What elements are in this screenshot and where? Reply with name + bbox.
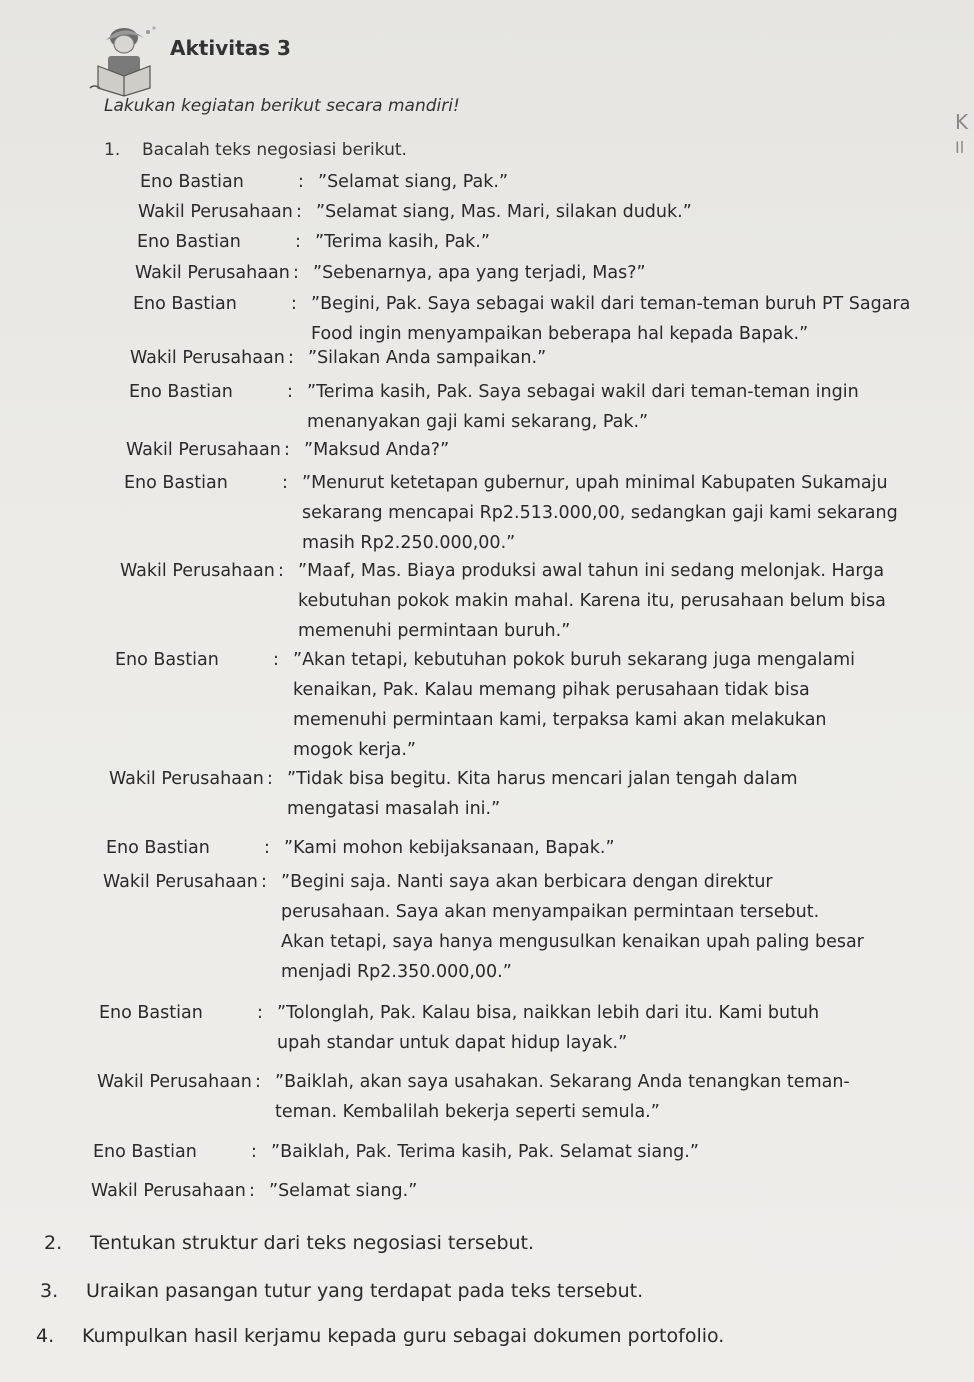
utterance [308, 343, 546, 373]
utterance-line: ”Begini, Pak. Saya sebagai wakil dari teman-teman buruh PT Sagara [311, 294, 911, 314]
speaker-separator: : [293, 263, 299, 283]
utterance-line: memenuhi permintaan buruh.” [298, 621, 571, 641]
utterance-line: ”Tolonglah, Pak. Kalau bisa, naikkan lebih dari itu. Kami butuh [277, 1003, 820, 1023]
utterance-line: ”Terima kasih, Pak. Saya sebagai wakil dari teman-teman ingin [307, 382, 859, 402]
instruction-text: Lakukan kegiatan berikut secara mandiri! [104, 96, 460, 116]
margin-fragment: Il [955, 138, 965, 157]
speaker-name: Eno Bastian [124, 473, 228, 493]
speaker-name: Eno Bastian [129, 382, 233, 402]
utterance [281, 867, 864, 987]
margin-fragment: K [955, 110, 969, 134]
question-number: 4. [36, 1325, 55, 1347]
question-text: Kumpulkan hasil kerjamu kepada guru sebagai dokumen portofolio. [82, 1325, 725, 1347]
speaker-name: Eno Bastian [115, 650, 219, 670]
utterance-line: perusahaan. Saya akan menyampaikan permintaan tersebut. [281, 902, 820, 922]
speaker-name: Wakil Perusahaan [135, 263, 290, 283]
speaker-name: Wakil Perusahaan [126, 440, 281, 460]
utterance [311, 289, 910, 349]
utterance [304, 435, 449, 465]
utterance-line: ”Akan tetapi, kebutuhan pokok buruh sekarang juga mengalami [293, 650, 856, 670]
utterance-line: sekarang mencapai Rp2.513.000,00, sedangkan gaji kami sekarang [302, 503, 898, 523]
utterance-line: kenaikan, Pak. Kalau memang pihak perusahaan tidak bisa [293, 680, 810, 700]
speaker-name: Wakil Perusahaan [120, 561, 275, 581]
speaker-separator: : [284, 440, 290, 460]
speaker-name: Eno Bastian [137, 232, 241, 252]
speaker-separator: : [298, 172, 304, 192]
speaker-name: Eno Bastian [140, 172, 244, 192]
speaker-name: Wakil Perusahaan [91, 1181, 246, 1201]
speaker-name: Eno Bastian [133, 294, 237, 314]
utterance-line: mogok kerja.” [293, 740, 416, 760]
speaker-name: Eno Bastian [99, 1003, 203, 1023]
question-text: Tentukan struktur dari teks negosiasi tersebut. [90, 1232, 535, 1254]
speaker-separator: : [267, 769, 273, 789]
utterance-line: kebutuhan pokok makin mahal. Karena itu, perusahaan belum bisa [298, 591, 886, 611]
speaker-separator: : [296, 202, 302, 222]
utterance-line: upah standar untuk dapat hidup layak.” [277, 1033, 628, 1053]
speaker-name: Eno Bastian [93, 1142, 197, 1162]
utterance-line: ”Tidak bisa begitu. Kita harus mencari jalan tengah dalam [287, 769, 798, 789]
speaker-separator: : [255, 1072, 261, 1092]
speaker-separator: : [278, 561, 284, 581]
utterance-line: mengatasi masalah ini.” [287, 799, 501, 819]
utterance-line: ”Kami mohon kebijaksanaan, Bapak.” [284, 838, 615, 858]
speaker-separator: : [291, 294, 297, 314]
utterance-line: ”Terima kasih, Pak.” [315, 232, 490, 252]
person-reading-icon [84, 18, 164, 98]
speaker-name: Wakil Perusahaan [138, 202, 293, 222]
task-1 [104, 140, 407, 160]
speaker-separator: : [249, 1181, 255, 1201]
speaker-separator: : [261, 872, 267, 892]
speaker-separator: : [273, 650, 279, 670]
utterance-line: ”Maaf, Mas. Biaya produksi awal tahun ini sedang melonjak. Harga [298, 561, 885, 581]
utterance [293, 645, 855, 765]
task-number: 1. [104, 140, 121, 160]
speaker-name: Wakil Perusahaan [97, 1072, 252, 1092]
utterance [318, 167, 508, 197]
question-item [36, 1325, 724, 1347]
utterance [302, 468, 898, 558]
utterance-line: ”Menurut ketetapan gubernur, upah minimal Kabupaten Sukamaju [302, 473, 888, 493]
utterance-line: memenuhi permintaan kami, terpaksa kami akan melakukan [293, 710, 827, 730]
speaker-separator: : [287, 382, 293, 402]
utterance-line: ”Baiklah, Pak. Terima kasih, Pak. Selamat siang.” [271, 1142, 699, 1162]
utterance [277, 998, 819, 1058]
question-number: 3. [40, 1280, 59, 1302]
speaker-separator: : [288, 348, 294, 368]
utterance [275, 1067, 850, 1127]
utterance-line: menanyakan gaji kami sekarang, Pak.” [307, 412, 649, 432]
utterance-line: Food ingin menyampaikan beberapa hal kepada Bapak.” [311, 324, 809, 344]
utterance-line: ”Baiklah, akan saya usahakan. Sekarang Anda tenangkan teman- [275, 1072, 850, 1092]
utterance-line: masih Rp2.250.000,00.” [302, 533, 516, 553]
speaker-name: Wakil Perusahaan [109, 769, 264, 789]
utterance-line: ”Silakan Anda sampaikan.” [308, 348, 547, 368]
question-item [44, 1232, 534, 1254]
speaker-separator: : [257, 1003, 263, 1023]
utterance-line: ”Selamat siang.” [269, 1181, 418, 1201]
utterance [284, 833, 615, 863]
utterance-line: ”Begini saja. Nanti saya akan berbicara dengan direktur [281, 872, 773, 892]
question-item [40, 1280, 643, 1302]
speaker-separator: : [282, 473, 288, 493]
utterance [298, 556, 886, 646]
utterance [269, 1176, 417, 1206]
utterance [315, 227, 490, 257]
speaker-separator: : [251, 1142, 257, 1162]
question-text: Uraikan pasangan tutur yang terdapat pada teks tersebut. [86, 1280, 644, 1302]
utterance-line: Akan tetapi, saya hanya mengusulkan kenaikan upah paling besar [281, 932, 864, 952]
question-number: 2. [44, 1232, 63, 1254]
utterance [287, 764, 798, 824]
utterance-line: teman. Kembalilah bekerja seperti semula.” [275, 1102, 660, 1122]
utterance [316, 197, 692, 227]
utterance [271, 1137, 699, 1167]
utterance [307, 377, 859, 437]
speaker-separator: : [264, 838, 270, 858]
speaker-name: Eno Bastian [106, 838, 210, 858]
speaker-name: Wakil Perusahaan [103, 872, 258, 892]
speaker-separator: : [295, 232, 301, 252]
utterance-line: ”Selamat siang, Pak.” [318, 172, 509, 192]
utterance-line: ”Selamat siang, Mas. Mari, silakan duduk.” [316, 202, 692, 222]
speaker-name: Wakil Perusahaan [130, 348, 285, 368]
utterance-line: ”Sebenarnya, apa yang terjadi, Mas?” [313, 263, 646, 283]
utterance [313, 258, 646, 288]
task-text: Bacalah teks negosiasi berikut. [142, 140, 407, 160]
utterance-line: ”Maksud Anda?” [304, 440, 450, 460]
utterance-line: menjadi Rp2.350.000,00.” [281, 962, 512, 982]
activity-title: Aktivitas 3 [170, 36, 291, 60]
